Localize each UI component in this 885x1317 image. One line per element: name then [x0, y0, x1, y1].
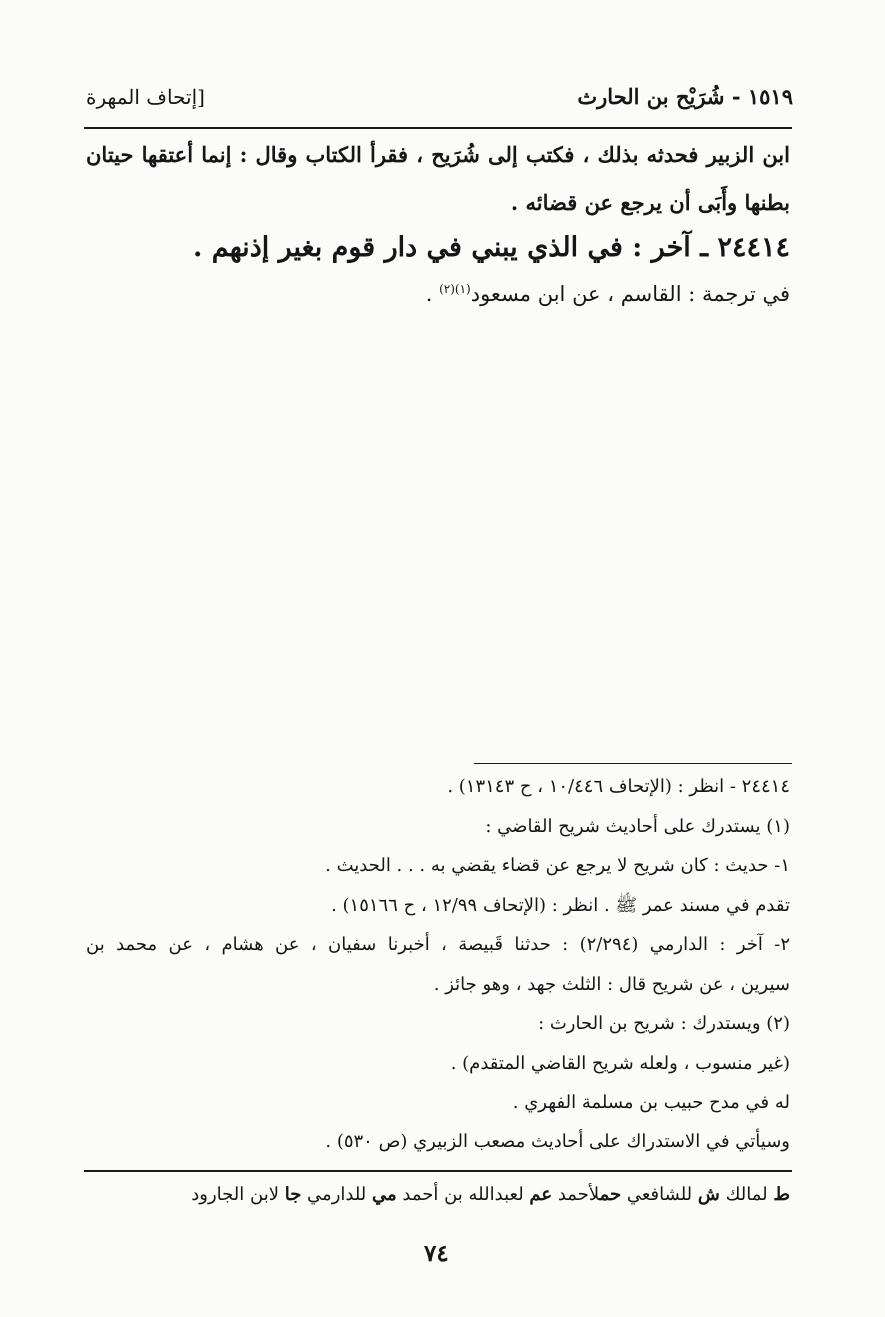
- hadith-heading: ٢٤٤١٤ ـ آخر : في الذي يبني في دار قوم بغير إذنهم .: [192, 232, 790, 263]
- footnote-line: (٢) ويستدرك : شريح بن الحارث :: [538, 1013, 790, 1034]
- footnote-line: (١) يستدرك على أحاديث شريح القاضي :: [485, 816, 790, 837]
- siglum-text: للشافعي: [621, 1184, 698, 1205]
- translation-text: في ترجمة : القاسم ، عن ابن مسعود: [470, 282, 790, 306]
- entry-title: ١٥١٩ - شُرَيْح بن الحارث: [577, 84, 793, 109]
- sigla-rule: [84, 1170, 792, 1172]
- siglum-code: جا: [284, 1184, 302, 1205]
- footnote-line: ٢٤٤١٤ - انظر : (الإتحاف ١٠/٤٤٦ ، ح ١٣١٤٣) .: [447, 776, 790, 797]
- sigla-legend: [191, 1184, 790, 1205]
- footnote-line: (غير منسوب ، ولعله شريح القاضي المتقدم) .: [450, 1053, 790, 1074]
- footnote-rule: [474, 763, 792, 764]
- footnote-line: له في مدح حبيب بن مسلمة الفهري .: [512, 1092, 790, 1113]
- footnote-line: تقدم في مسند عمر ﷺ . انظر : (الإتحاف ١٢/٩٩ ، ح ١٥١٦٦) .: [331, 895, 790, 916]
- footnote-refs: (١)(٢): [439, 282, 471, 296]
- siglum-text: لعبدالله بن أحمد: [396, 1184, 530, 1205]
- footnote-line: سيرين ، عن شريح قال : الثلث جهد ، وهو جائز .: [433, 974, 790, 995]
- siglum-text: للدارمي: [301, 1184, 373, 1205]
- footnote-line: وسيأتي في الاستدراك على أحاديث مصعب الزبيري (ص ٥٣٠) .: [325, 1131, 790, 1152]
- body-line-1: ابن الزبير فحدثه بذلك ، فكتب إلى شُرَيح ، فقرأ الكتاب وقال : إنما أعتقها حيتان: [86, 142, 790, 167]
- translation-end: .: [425, 282, 440, 306]
- siglum-text: لابن الجارود: [191, 1184, 285, 1205]
- footnote-line: ١- حديث : كان شريح لا يرجع عن قضاء يقضي به . . . الحديث .: [325, 855, 790, 876]
- siglum-code: ش: [697, 1184, 720, 1205]
- siglum-code: عم: [529, 1184, 553, 1205]
- siglum-code: حم: [599, 1184, 622, 1205]
- body-line-2: بطنها وأَبَى أن يرجع عن قضائه .: [510, 190, 790, 215]
- translation-reference: [426, 282, 790, 306]
- book-title: [إتحاف المهرة: [86, 85, 205, 109]
- siglum-text: لمالك: [719, 1184, 774, 1205]
- siglum-code: ط: [773, 1184, 790, 1205]
- siglum-text: لأحمد: [552, 1184, 600, 1205]
- header-rule: [84, 127, 792, 129]
- page-number: ٧٤: [424, 1240, 449, 1267]
- footnote-line: ٢- آخر : الدارمي (٢/٢٩٤) : حدثنا قَبيصة ، أخبرنا سفيان ، عن هشام ، عن محمد بن: [86, 934, 791, 955]
- siglum-code: مي: [372, 1184, 397, 1205]
